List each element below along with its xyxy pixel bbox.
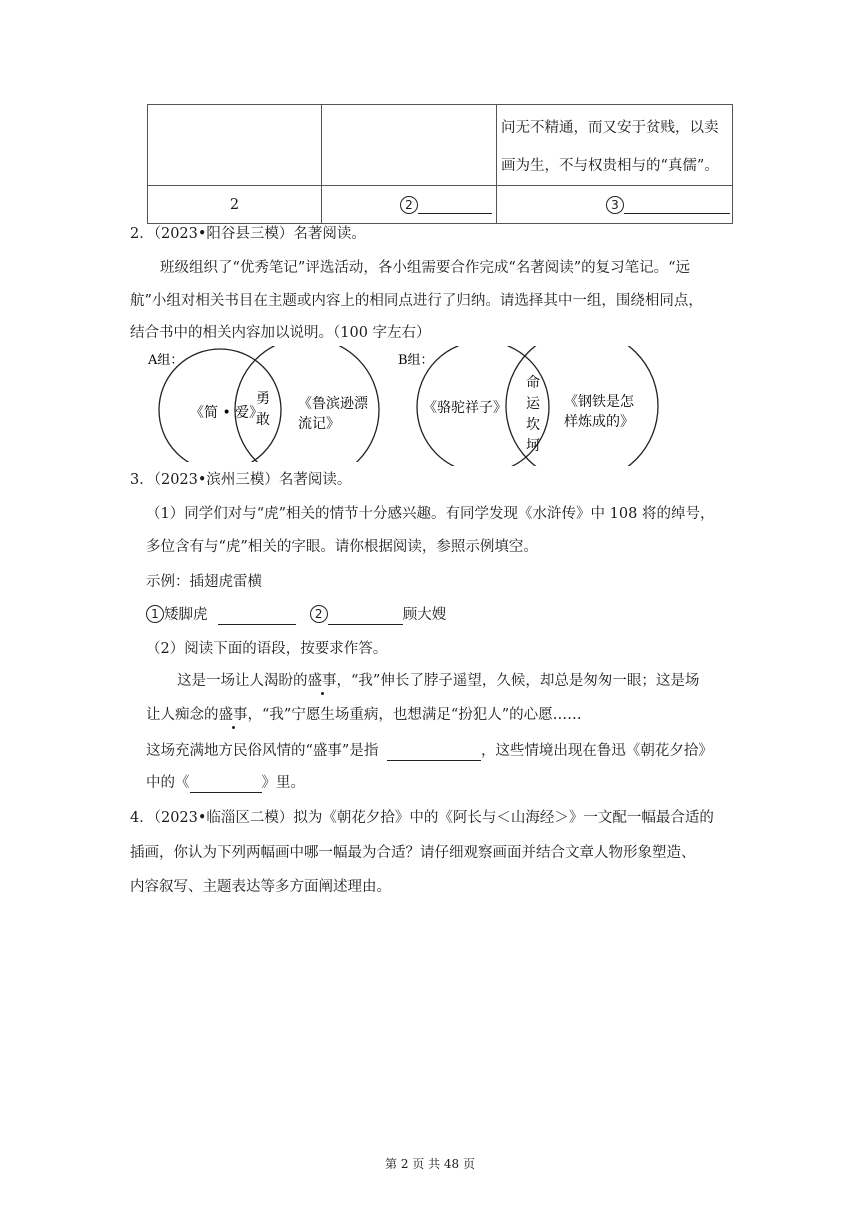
venn-a-right-text: 流记》 — [298, 416, 340, 432]
table-cell — [497, 105, 733, 186]
question-2-heading: 2．（2023•阳谷县三模）名著阅读。 — [130, 226, 366, 242]
emphasized-word: 盛事 — [218, 707, 248, 723]
passage-line: 让人痴念的盛事，“我”宁愿生场重病，也想满足“扮犯人”的心愿…… — [146, 707, 582, 723]
circled-number: 2 — [310, 605, 328, 623]
table-cell-number: 2 — [148, 186, 322, 224]
table-cell-text: 问无不精通，而又安于贫贱，以卖 画为生，不与权贵相与的“真儒”。 — [501, 120, 719, 174]
venn-b-right-text: 样炼成的》 — [564, 414, 634, 430]
venn-b-label: B组： — [398, 353, 434, 368]
table-blank-3 — [497, 186, 733, 224]
question-2-text: 结合书中的相关内容加以说明。（100 字左右） — [130, 325, 431, 341]
venn-diagram-b — [392, 346, 662, 466]
venn-a-right-text: 《鲁滨逊漂 — [298, 396, 368, 412]
question-3-text: （2）阅读下面的语段，按要求作答。 — [146, 641, 388, 657]
venn-b-middle-text: 运 — [526, 396, 540, 412]
question-3-text: 多位含有与“虎”相关的字眼。请你根据阅读，参照示例填空。 — [146, 539, 538, 555]
answer-blank[interactable] — [328, 624, 403, 625]
table-cell — [148, 105, 322, 186]
venn-a-left-text: 《简 • 爱》 — [190, 405, 264, 421]
venn-b-left-text: 《骆驼祥子》 — [423, 400, 507, 416]
circled-number: 3 — [606, 196, 624, 214]
question-4-text: 4．（2023•临淄区二模）拟为《朝花夕拾》中的《阿长与＜山海经＞》一文配一幅最合适的 — [130, 810, 714, 826]
question-3-heading: 3．（2023•滨州三模）名著阅读。 — [130, 472, 352, 488]
fill-in-line: 1 矮脚虎 2 顾大嫂 — [146, 605, 446, 625]
page-footer: 第 2 页 共 48 页 — [385, 1157, 475, 1171]
example-text: 示例：插翅虎雷横 — [146, 574, 262, 590]
answer-blank[interactable] — [218, 624, 296, 625]
venn-a-middle-text: 勇 — [256, 391, 270, 407]
table-blank-2 — [322, 186, 497, 224]
question-2-text: 航”小组对相关书目在主题或内容上的相同点进行了归纳。请选择其中一组，围绕相同点， — [130, 293, 703, 309]
question-4-text: 插画，你认为下列两幅画中哪一幅最为合适？请仔细观察画面并结合文章人物形象塑造、 — [130, 845, 696, 861]
answer-blank[interactable] — [190, 792, 262, 793]
circled-number: 2 — [400, 196, 418, 214]
question-2-text: 班级组织了“优秀笔记”评选活动，各小组需要合作完成“名著阅读”的复习笔记。“远 — [160, 260, 691, 276]
venn-b-middle-text: 命 — [526, 375, 540, 391]
table-cell — [322, 105, 497, 186]
venn-a-label: A组： — [148, 353, 184, 368]
emphasized-word: 盛事 — [307, 673, 337, 689]
answer-blank[interactable] — [624, 213, 730, 214]
venn-b-middle-text: 坷 — [526, 438, 540, 454]
venn-diagram-a — [140, 346, 390, 462]
answer-blank[interactable] — [418, 213, 492, 214]
venn-a-middle-text: 敢 — [256, 412, 270, 428]
answer-table — [147, 104, 733, 224]
answer-line: 这场充满地方民俗风情的“盛事”是指 ，这些情境出现在鲁迅《朝花夕拾》 — [146, 743, 713, 759]
venn-b-middle-text: 坎 — [526, 417, 540, 433]
answer-line: 中的《 》里。 — [146, 775, 305, 791]
answer-blank[interactable] — [387, 760, 481, 761]
circled-number: 1 — [146, 605, 164, 623]
question-3-text: （1）同学们对与“虎”相关的情节十分感兴趣。有同学发现《水浒传》中 108 将的绰号， — [146, 506, 715, 522]
passage-line: 这是一场让人渴盼的盛事，“我”伸长了脖子遥望，久候，却总是匆匆一眼；这是场 — [177, 673, 700, 689]
venn-b-right-text: 《钢铁是怎 — [564, 394, 634, 410]
question-4-text: 内容叙写、主题表达等多方面阐述理由。 — [130, 879, 391, 895]
